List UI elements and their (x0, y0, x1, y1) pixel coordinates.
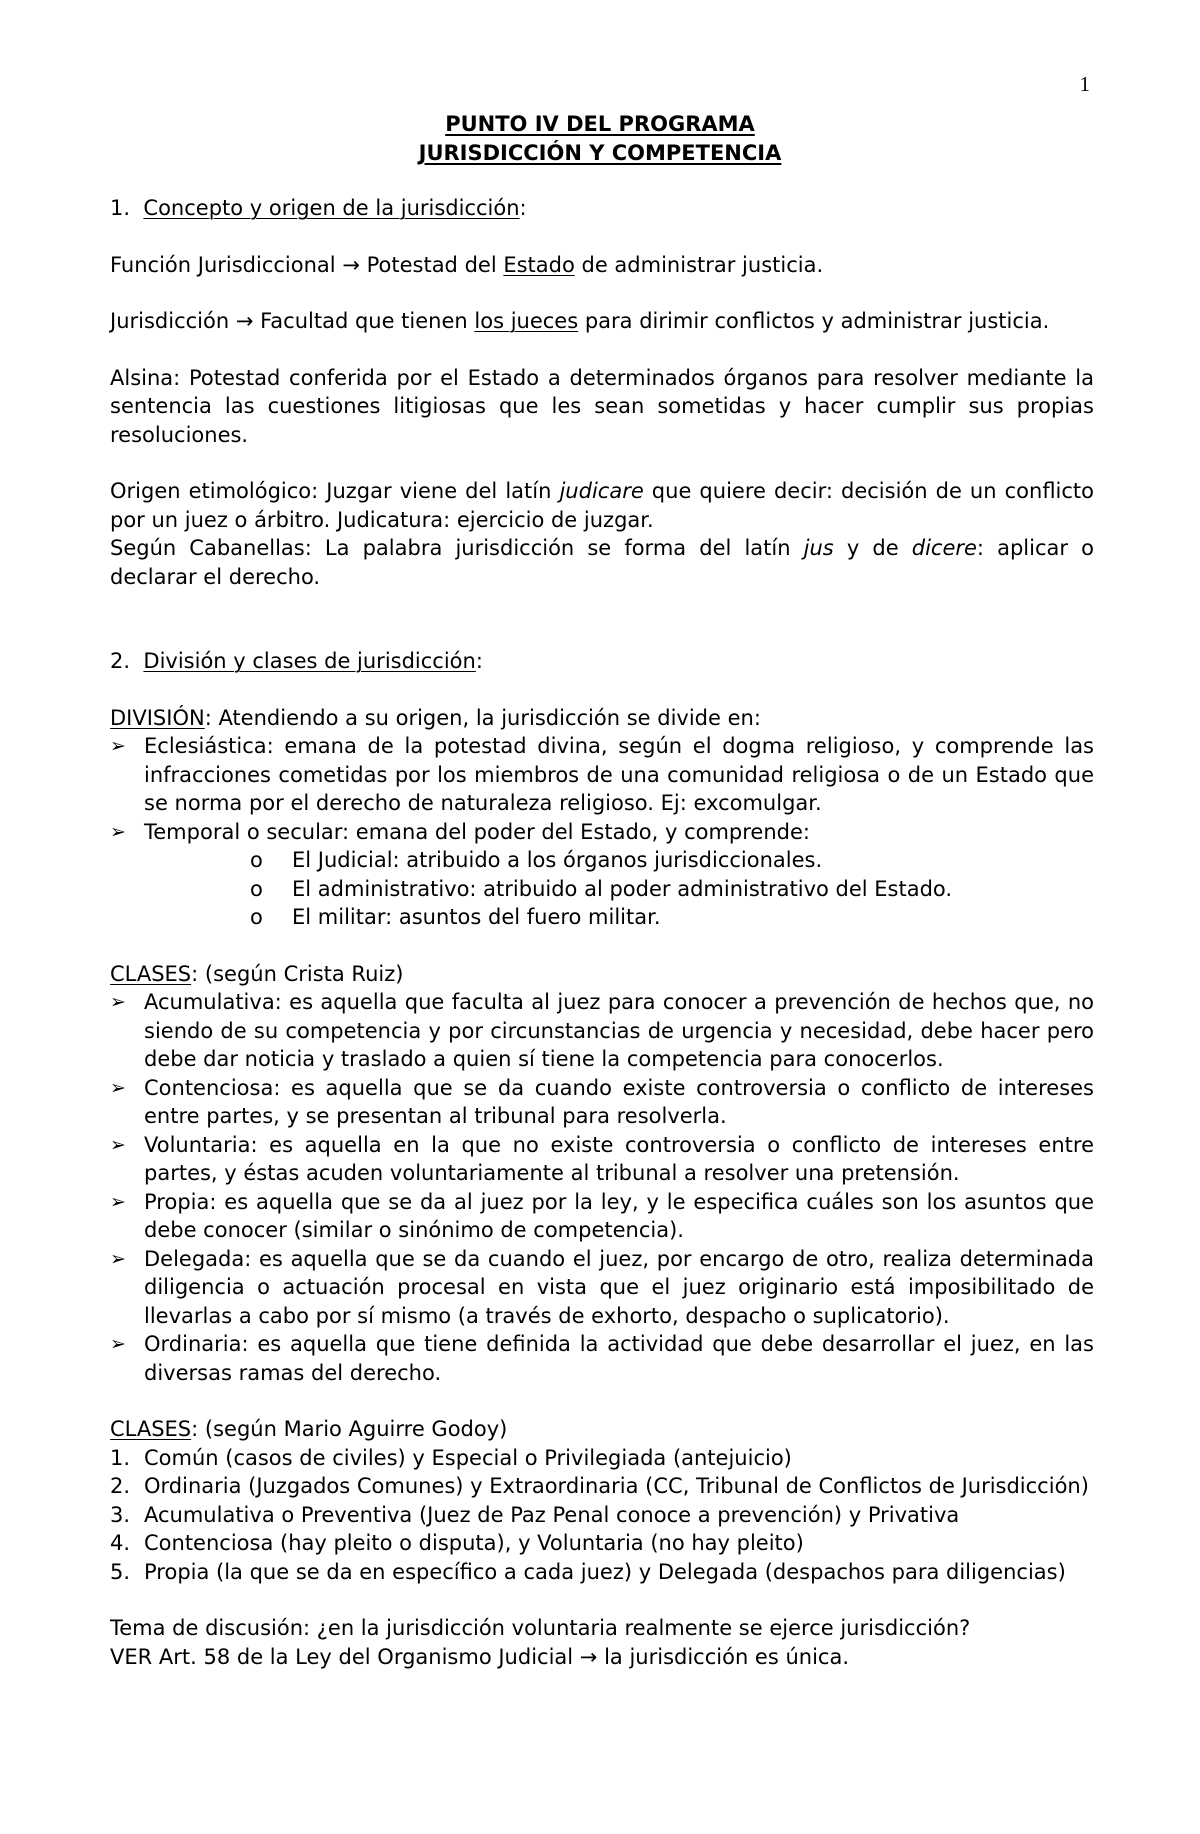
document-body (110, 194, 1094, 1671)
paragraph-tema: Tema de discusión: ¿en la jurisdicción voluntaria realmente se ejerce jurisdicción? (110, 1616, 971, 1640)
list-item: ➢ Temporal o secular: emana del poder del Estado, y comprende: o El Judicial: atribuido a los órganos jurisdiccionales. o El administrativo: atribuido al poder administrativo del Estado. o El militar: asuntos del fuero militar. (110, 818, 1094, 932)
document-titles (0, 110, 1200, 167)
clases2-list (110, 1444, 1094, 1587)
document-subtitle: JURISDICCIÓN Y COMPETENCIA (418, 140, 782, 165)
clases1-list (110, 988, 1094, 1387)
paragraph-cabanellas: Según Cabanellas: La palabra jurisdicción se forma del latín jus y de dicere: aplicar o declarar el derecho. (110, 536, 1094, 589)
section1-heading: 1. Concepto y origen de la jurisdicción: (110, 196, 527, 220)
list-item: 2. Ordinaria (Juzgados Comunes) y Extraordinaria (CC, Tribunal de Conflictos de Jurisdicción) (110, 1474, 1089, 1498)
list-item: 4. Contenciosa (hay pleito o disputa), y Voluntaria (no hay pleito) (110, 1531, 804, 1555)
arrow-icon: → (579, 1644, 598, 1669)
page-number: 1 (1079, 72, 1090, 96)
list-item: 5. Propia (la que se da en específico a cada juez) y Delegada (despachos para diligencias) (110, 1559, 1066, 1584)
list-item: ➢ Eclesiástica: emana de la potestad divina, según el dogma religioso, y comprende las infracciones cometidas por los miembros de una comunidad religiosa o de un Estado que se norma por el derecho de naturaleza religioso. Ej: excomulgar. (110, 732, 1094, 818)
arrow-icon: → (235, 309, 254, 333)
clases2-intro: CLASES: (según Mario Aguirre Godoy) (110, 1417, 508, 1441)
paragraph-ver: VER Art. 58 de la Ley del Organismo Judicial → la jurisdicción es única. (110, 1644, 850, 1669)
list-item: o El administrativo: atribuido al poder administrativo del Estado. (250, 875, 1094, 904)
list-item: ➢ Contenciosa: es aquella que se da cuando existe controversia o conflicto de intereses entre partes, y se presentan al tribunal para resolverla. (110, 1074, 1094, 1131)
list-item: ➢ Ordinaria: es aquella que tiene definida la actividad que debe desarrollar el juez, en las diversas ramas del derecho. (110, 1330, 1094, 1387)
document-title: PUNTO IV DEL PROGRAMA (445, 112, 755, 136)
section2-heading: 2. División y clases de jurisdicción: (110, 649, 483, 673)
clases1-intro: CLASES: (según Crista Ruiz) (110, 961, 404, 986)
list-item: ➢ Propia: es aquella que se da al juez por la ley, y le especifica cuáles son los asuntos que debe conocer (similar o sinónimo de competencia). (110, 1188, 1094, 1245)
list-item: o El Judicial: atribuido a los órganos jurisdiccionales. (250, 846, 1094, 875)
list-item: 1. Común (casos de civiles) y Especial o Privilegiada (antejuicio) (110, 1445, 792, 1470)
paragraph-alsina: Alsina: Potestad conferida por el Estado a determinados órganos para resolver mediante la sentencia las cuestiones litigiosas que les sean sometidas y hacer cumplir sus propias resoluciones. (110, 365, 1094, 447)
list-item: ➢ Delegada: es aquella que se da cuando el juez, por encargo de otro, realiza determinada diligencia o actuación procesal en vista que el juez originario está imposibilitado de llevarlas a cabo por sí mismo (a través de exhorto, despacho o suplicatorio). (110, 1245, 1094, 1331)
division-intro: DIVISIÓN: Atendiendo a su origen, la jurisdicción se divide en: (110, 705, 761, 730)
list-item: 3. Acumulativa o Preventiva (Juez de Paz Penal conoce a prevención) y Privativa (110, 1502, 960, 1527)
paragraph-jurisdiccion: Jurisdicción → Facultad que tienen los jueces para dirimir conflictos y administrar justicia. (110, 309, 1050, 333)
section1-heading-text: Concepto y origen de la jurisdicción (143, 196, 520, 220)
section2-heading-text: División y clases de jurisdicción (143, 649, 476, 673)
list-item: ➢ Acumulativa: es aquella que faculta al juez para conocer a prevención de hechos que, no siendo de su competencia y por circunstancias de urgencia y necesidad, debe hacer pero debe dar noticia y traslado a quien sí tiene la competencia para conocerlos. (110, 988, 1094, 1074)
paragraph-funcion: Función Jurisdiccional → Potestad del Estado de administrar justicia. (110, 252, 824, 277)
paragraph-origen: Origen etimológico: Juzgar viene del latín judicare que quiere decir: decisión de un conflicto por un juez o árbitro. Judicatura: ejercicio de juzgar. (110, 479, 1095, 532)
list-item: ➢ Voluntaria: es aquella en la que no existe controversia o conflicto de intereses entre partes, y éstas acuden voluntariamente al tribunal a resolver una pretensión. (110, 1131, 1094, 1188)
arrow-icon: → (342, 252, 360, 277)
division-list (110, 732, 1094, 932)
list-item: o El militar: asuntos del fuero militar. (250, 903, 1094, 932)
temporal-sublist (144, 846, 1094, 932)
